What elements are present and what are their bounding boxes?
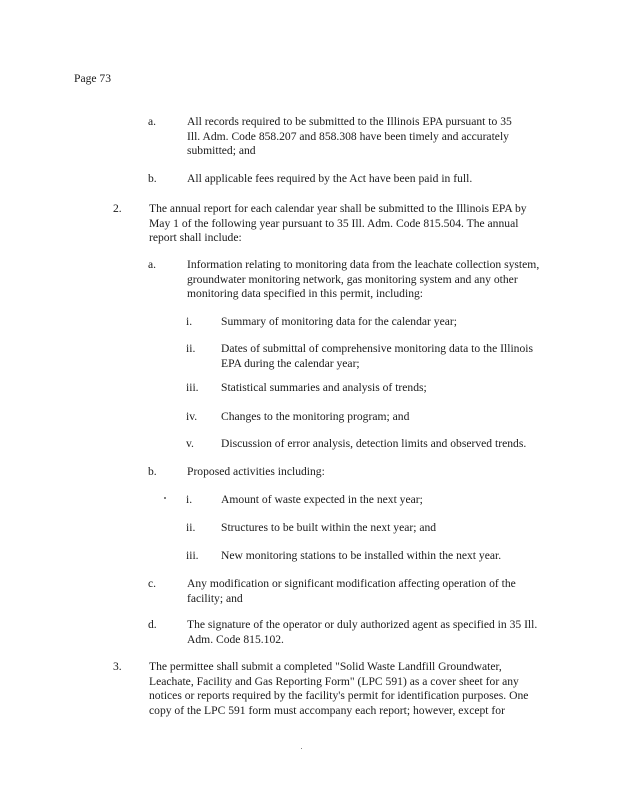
item-2a-label: a. [148,258,157,271]
item-2a-ii-label: ii. [186,342,196,355]
item-2a-v-label: v. [186,437,194,450]
item-2b-ii-label: ii. [186,521,196,534]
item-2-label: 2. [113,202,122,215]
item-a-label: a. [148,115,157,128]
item-2a-iii-text: Statistical summaries and analysis of trends; [221,381,427,394]
item-2a-ii-text: Dates of submittal of comprehensive monitoring data to the Illinois EPA during the calendar year; [221,342,534,370]
page-number: Page 73 [74,72,112,85]
scan-speck [301,748,302,749]
item-2b-iii-text: New monitoring stations to be installed within the next year. [221,549,502,562]
item-b-label: b. [148,172,157,185]
item-2a-iii-label: iii. [186,381,199,394]
item-2c-label: c. [148,577,157,590]
item-2d-text: The signature of the operator or duly authorized agent as specified in 35 Ill. Adm. Code 815.102. [187,618,538,646]
item-3-label: 3. [113,660,122,673]
item-2b-iii-label: iii. [186,549,199,562]
item-2b-text: Proposed activities including: [187,465,325,478]
item-2b-i-text: Amount of waste expected in the next year; [221,493,423,506]
item-2a-v-text: Discussion of error analysis, detection limits and observed trends. [221,437,527,450]
item-2b-label: b. [148,465,157,478]
item-2a-text: Information relating to monitoring data from the leachate collection system, groundwater monitoring network, gas monitoring system and any other monitoring data specified in this permit, including: [187,258,540,301]
item-2a-i-label: i. [186,315,193,328]
item-2b-i-label: i. [186,493,193,506]
item-2a-iv-text: Changes to the monitoring program; and [221,410,410,423]
item-2d-label: d. [148,618,157,631]
item-2c-text: Any modification or significant modification affecting operation of the facility; and [187,577,516,605]
item-2a-iv-label: iv. [186,410,198,423]
item-b-text: All applicable fees required by the Act have been paid in full. [187,172,473,185]
item-2-text: The annual report for each calendar year shall be submitted to the Illinois EPA by May 1 of the following year pursuant to 35 Ill. Adm. Code 815.504. The annual report shall include: [149,202,527,245]
item-2a-i-text: Summary of monitoring data for the calendar year; [221,315,457,328]
item-3-text: The permittee shall submit a completed "Solid Waste Landfill Groundwater, Leachate, Facility and Gas Reporting Form" (LPC 591) as a cover sheet for any notices or reports required by the facility's permit for identification purposes. One copy of the LPC 591 form must accompany each report; however, except for [149,660,529,717]
scan-speck [164,497,166,499]
item-a-text: All records required to be submitted to the Illinois EPA pursuant to 35 Ill. Adm. Code 858.207 and 858.308 have been timely and accurately submitted; and [187,115,512,158]
item-2b-ii-text: Structures to be built within the next year; and [221,521,437,534]
